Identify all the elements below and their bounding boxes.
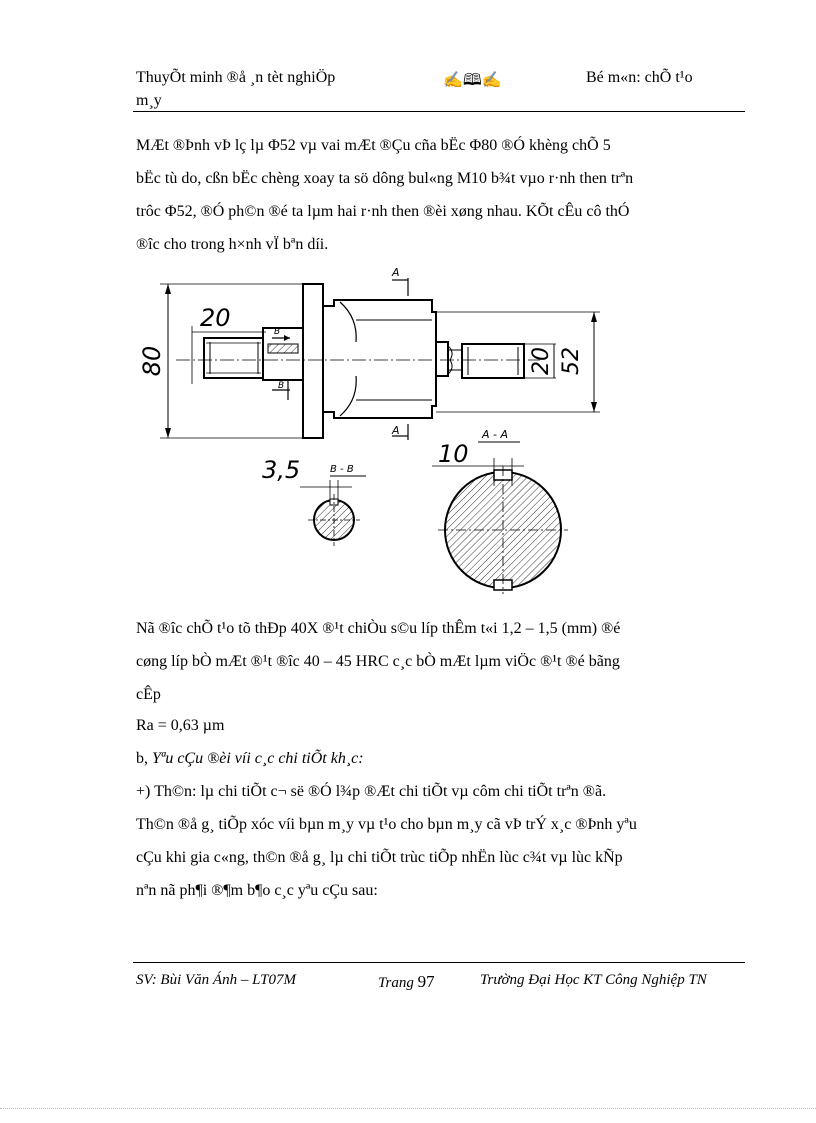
- header-doc-title: ThuyÕt minh ®å ¸n tèt nghiÖp: [136, 69, 336, 86]
- dim-80: 80: [138, 345, 166, 377]
- mark-b-top: B: [274, 327, 281, 337]
- footer-page: [378, 972, 435, 992]
- para1-line-3: trôc Φ52, ®Ó ph©n ®é ta lµm hai r·nh then ®èi xøng nhau. KÕt cÊu cô thÓ: [136, 203, 630, 220]
- para3-line-2: Th©n ®å g¸ tiÕp xóc víi bµn m¸y vµ t¹o cho bµn m¸y cã vÞ trÝ x¸c ®Þnh yªu: [136, 816, 637, 833]
- para2-line-2: cøng líp bÒ mÆt ®¹t ®îc 40 – 45 HRC c¸c bÒ mÆt lµm viÖc ®¹t ®é bãng: [136, 653, 620, 670]
- roughness-value: Ra = 0,63 µm: [136, 717, 225, 734]
- right-thread: [462, 344, 524, 378]
- dim-52: 52: [559, 347, 584, 375]
- mark-a-top: A: [392, 266, 400, 279]
- flange: [303, 284, 323, 438]
- footer-page-number: 97: [417, 972, 435, 991]
- header-decor-glyphs: ✍🕮✍: [443, 72, 502, 89]
- dim-3-5: 3,5: [262, 456, 301, 484]
- header-department: Bé m«n: chÕ t¹o: [586, 69, 693, 86]
- dim-20-diameter: 20: [529, 347, 554, 375]
- mark-a-bottom: A: [392, 424, 400, 437]
- para3-line-1: +) Th©n: lµ chi tiÕt c¬ së ®Ó l¾p ®Æt chi tiÕt vµ côm chi tiÕt trªn ®ã.: [136, 783, 607, 800]
- dim-20-length: 20: [200, 304, 231, 332]
- section-bb-title: B - B: [330, 464, 354, 475]
- para2-line-1: Nã ®îc chÕ t¹o tõ thÐp 40X ®¹t chiÒu s©u líp thÊm t«i 1,2 – 1,5 (mm) ®é: [136, 620, 621, 637]
- left-shaft-step: [263, 328, 303, 380]
- page-bottom-edge: [0, 1108, 816, 1109]
- sub-heading: [136, 750, 740, 768]
- header-doc-title-cont: m¸y: [136, 92, 162, 109]
- section-aa-title: A - A: [482, 428, 509, 441]
- footer-school: Trường Đại Học KT Công Nghiệp TN: [480, 972, 707, 988]
- para3-line-3: cÇu khi gia c«ng, th©n ®å g¸ lµ chi tiÕt trùc tiÕp nhËn lùc c¾t vµ lùc kÑp: [136, 849, 623, 866]
- left-thread: [204, 338, 263, 378]
- para1-line-4: ®îc cho trong h×nh vÏ bªn díi.: [136, 236, 329, 253]
- footer-student: SV: Bùi Văn Ánh – LT07M: [136, 972, 296, 988]
- shaft-drawing: [120, 262, 640, 602]
- para1-line-1: MÆt ®Þnh vÞ lç lµ Φ52 vµ vai mÆt ®Çu cña bËc Φ80 ®Ó khèng chÕ 5: [136, 137, 611, 154]
- para2-line-3: cÊp: [136, 686, 161, 703]
- para1-line-2: bËc tù do, cßn bËc chèng xoay ta sö dông bul«ng M10 b¾t vµo r·nh then trªn: [136, 170, 634, 187]
- sub-heading-text: Yªu cÇu ®èi víi c¸c chi tiÕt kh¸c:: [152, 750, 364, 767]
- header-rule: [133, 111, 745, 112]
- dim-10: 10: [438, 440, 469, 468]
- para3-line-4: nªn nã ph¶i ®¶m b¶o c¸c yªu cÇu sau:: [136, 882, 378, 899]
- footer-page-label: Trang: [378, 975, 414, 991]
- sub-heading-prefix: b,: [136, 750, 152, 767]
- left-key-slot: [268, 344, 298, 353]
- mark-b-bottom: B: [278, 381, 285, 391]
- footer-rule: [133, 962, 745, 963]
